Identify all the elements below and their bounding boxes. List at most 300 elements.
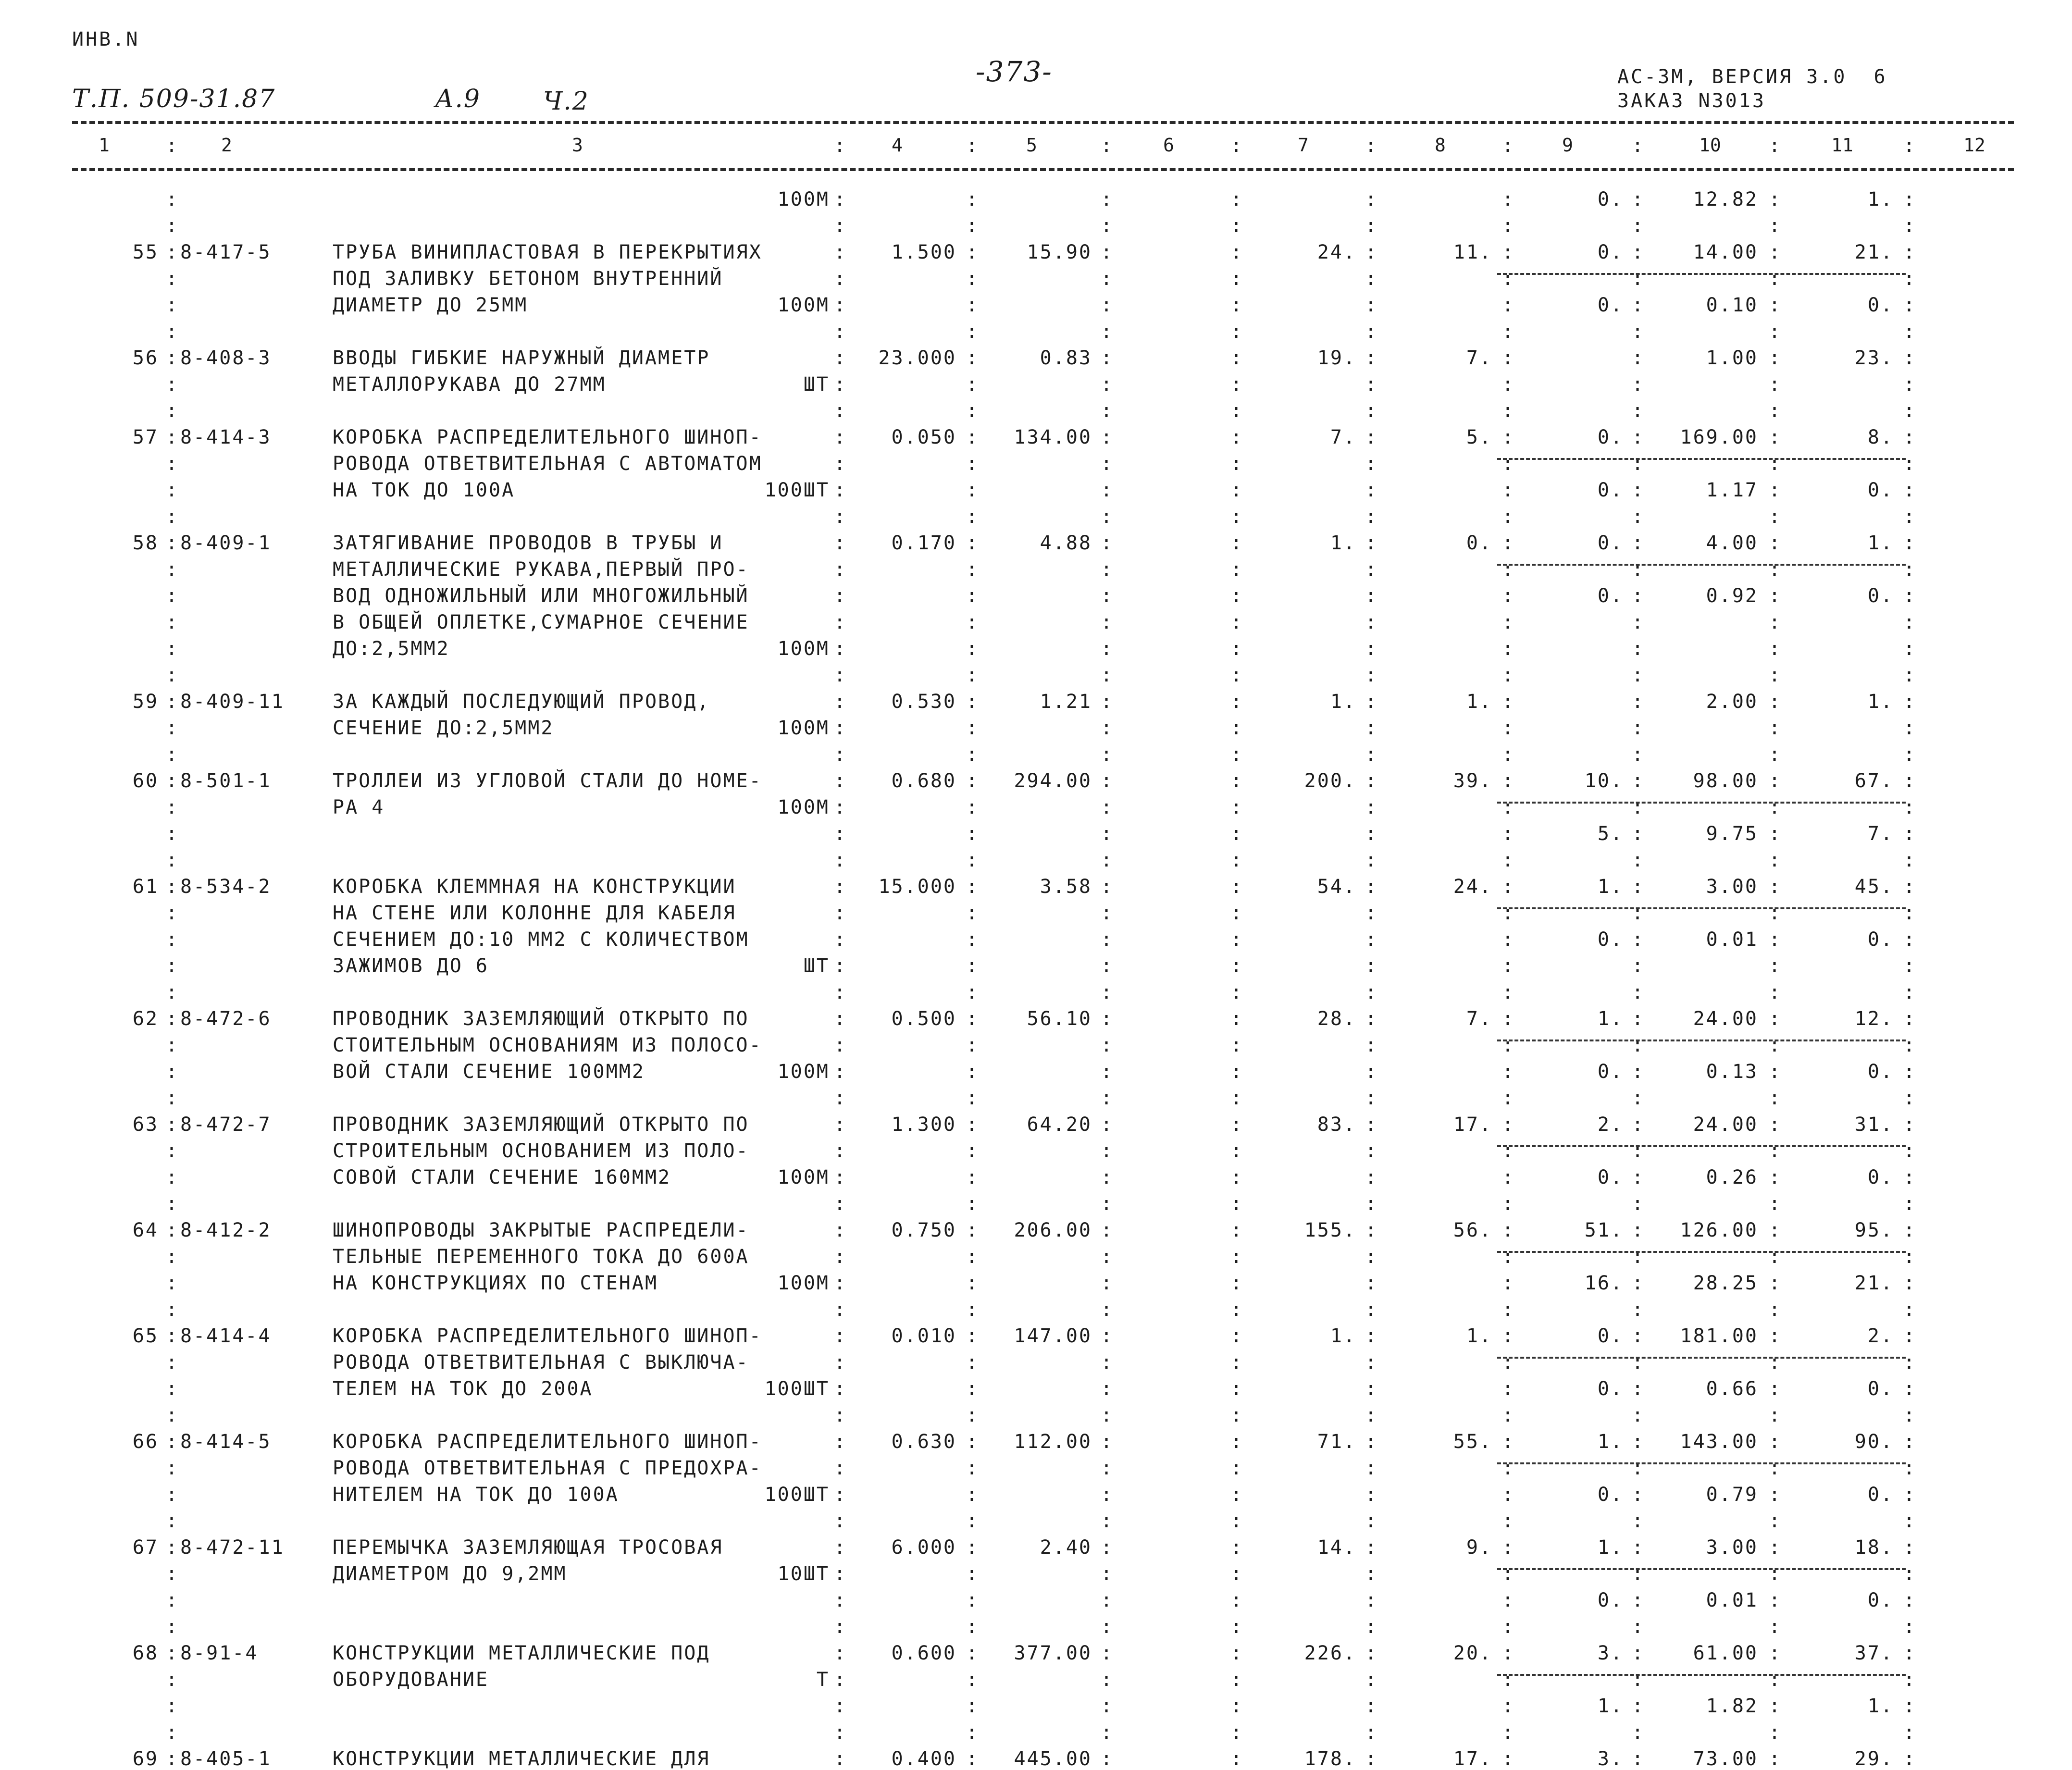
column-separator: : <box>1903 558 1915 581</box>
column-number: 4 <box>892 135 903 156</box>
column-separator: : <box>1769 717 1781 739</box>
work-description-line: В ОБЩЕЙ ОПЛЕТКЕ,СУМАРНОЕ СЕЧЕНИЕ <box>333 611 749 633</box>
column-separator: : <box>1502 1272 1514 1294</box>
column-separator: : <box>834 1140 846 1162</box>
work-description-line: КОРОБКА РАСПРЕДЕЛИТЕЛЬНОГО ШИНОП- <box>333 426 762 448</box>
column-separator: : <box>1769 902 1781 924</box>
column-separator: : <box>834 770 846 792</box>
column-separator: : <box>1502 558 1514 581</box>
column-separator: : <box>1903 400 1915 422</box>
work-description-line: РОВОДА ОТВЕТВИТЕЛЬНАЯ С АВТОМАТОМ <box>333 453 762 475</box>
column-separator: : <box>1101 1166 1113 1188</box>
column-separator: : <box>1365 1299 1377 1321</box>
subtotal-separator <box>1497 1462 1906 1464</box>
wages: 5. <box>1466 426 1492 448</box>
column-separator: : <box>1632 928 1644 951</box>
column-separator: : <box>1101 1061 1113 1083</box>
total-cost: 1. <box>1330 691 1356 713</box>
column-separator: : <box>1502 1299 1514 1321</box>
row-number: 61 <box>132 876 159 898</box>
column-separator: : <box>966 1721 978 1744</box>
column-separator: : <box>1632 1748 1644 1770</box>
column-separator: : <box>1230 426 1242 448</box>
column-separator: : <box>1101 1536 1113 1559</box>
column-separator: : <box>1230 1431 1242 1453</box>
column-separator: : <box>1903 1563 1915 1585</box>
quantity: 0.630 <box>891 1431 956 1453</box>
column-separator: : <box>1365 796 1377 818</box>
column-separator: : <box>166 1008 178 1030</box>
column-separator: : <box>1769 1589 1781 1611</box>
column-separator: : <box>1769 268 1781 290</box>
total-cost: 226. <box>1304 1642 1356 1664</box>
column-separator: : <box>1101 400 1113 422</box>
column-separator: : <box>1632 347 1644 369</box>
column-separator: : <box>166 188 178 210</box>
column-separator: : <box>1502 1721 1514 1744</box>
column-separator: : <box>966 876 978 898</box>
column-separator: : <box>1903 1325 1915 1347</box>
column-separator: : <box>1502 294 1514 316</box>
row-number: 56 <box>132 347 159 369</box>
column-separator: : <box>1632 691 1644 713</box>
inventory-label: ИНВ.N <box>72 28 140 50</box>
column-separator: : <box>1903 1721 1915 1744</box>
column-separator: : <box>1769 1219 1781 1241</box>
column-separator: : <box>166 1114 178 1136</box>
column-separator: : <box>1365 241 1377 263</box>
work-description-line: НА СТЕНЕ ИЛИ КОЛОННЕ ДЛЯ КАБЕЛЯ <box>333 902 736 924</box>
column-separator: : <box>1903 1536 1915 1559</box>
column-separator: : <box>1101 1246 1113 1268</box>
work-description-line: ЗАЖИМОВ ДО 6 <box>333 955 489 977</box>
column-separator: : <box>1101 1457 1113 1479</box>
rate-code: 8-409-1 <box>180 532 272 554</box>
column-separator: : <box>1365 902 1377 924</box>
total-cost: 178. <box>1304 1748 1356 1770</box>
unit-of-measure: 100ШТ <box>764 479 830 501</box>
column-separator: : <box>1101 1721 1113 1744</box>
header-rule-top <box>72 121 2014 124</box>
column-separator: : <box>1903 1404 1915 1426</box>
column-separator: : <box>1502 1484 1514 1506</box>
column-separator: : <box>834 347 846 369</box>
unit-price: 134.00 <box>1014 426 1092 448</box>
carryover-col9: 0. <box>1597 188 1624 210</box>
column-separator: : <box>1632 1219 1644 1241</box>
column-separator: : <box>1769 928 1781 951</box>
unit-price: 3.58 <box>1040 876 1092 898</box>
column-separator: : <box>1502 532 1514 554</box>
column-separator: : <box>1502 135 1514 157</box>
column-separator: : <box>1365 981 1377 1003</box>
column-separator: : <box>834 1325 846 1347</box>
column-separator: : <box>1101 611 1113 633</box>
work-description-line: РОВОДА ОТВЕТВИТЕЛЬНАЯ С ПРЕДОХРА- <box>333 1457 762 1479</box>
column-separator: : <box>1769 373 1781 396</box>
unit-price: 377.00 <box>1014 1642 1092 1664</box>
machine-cost: 10. <box>1584 770 1624 792</box>
rate-code: 8-472-11 <box>180 1536 285 1559</box>
column-separator: : <box>966 373 978 396</box>
total-cost: 19. <box>1317 347 1356 369</box>
machine-cost: 3. <box>1597 1748 1624 1770</box>
labor-total: 21. <box>1854 241 1894 263</box>
column-separator: : <box>1502 1431 1514 1453</box>
column-separator: : <box>834 1061 846 1083</box>
unit-price: 112.00 <box>1014 1431 1092 1453</box>
column-separator: : <box>1230 1087 1242 1109</box>
column-separator: : <box>1365 1219 1377 1241</box>
column-separator: : <box>1502 1669 1514 1691</box>
column-separator: : <box>1230 1299 1242 1321</box>
column-separator: : <box>1502 691 1514 713</box>
column-separator: : <box>1365 1536 1377 1559</box>
column-separator: : <box>1769 321 1781 343</box>
column-separator: : <box>1903 1087 1915 1109</box>
column-separator: : <box>166 373 178 396</box>
column-separator: : <box>1230 506 1242 528</box>
subtotal-separator <box>1497 802 1906 804</box>
column-separator: : <box>1101 770 1113 792</box>
column-separator: : <box>1230 1748 1242 1770</box>
column-separator: : <box>1632 1272 1644 1294</box>
column-separator: : <box>834 902 846 924</box>
column-separator: : <box>1365 876 1377 898</box>
machine-cost: 51. <box>1584 1219 1624 1241</box>
row-number: 59 <box>132 691 159 713</box>
column-separator: : <box>1365 1193 1377 1215</box>
header-rule-bottom <box>72 168 2014 171</box>
column-separator: : <box>1903 981 1915 1003</box>
column-separator: : <box>1903 1140 1915 1162</box>
column-separator: : <box>1230 1114 1242 1136</box>
column-separator: : <box>966 691 978 713</box>
column-separator: : <box>966 1695 978 1717</box>
machine-wages: 16. <box>1584 1272 1624 1294</box>
column-separator: : <box>166 691 178 713</box>
unit-price: 15.90 <box>1027 241 1092 263</box>
column-separator: : <box>166 1404 178 1426</box>
column-separator: : <box>166 1642 178 1664</box>
column-separator: : <box>1903 1034 1915 1056</box>
column-separator: : <box>966 585 978 607</box>
labor-rate: 98.00 <box>1693 770 1758 792</box>
column-separator: : <box>1230 1563 1242 1585</box>
column-separator: : <box>834 1563 846 1585</box>
column-separator: : <box>834 373 846 396</box>
column-separator: : <box>1903 453 1915 475</box>
column-separator: : <box>1769 1563 1781 1585</box>
column-separator: : <box>166 902 178 924</box>
column-separator: : <box>1101 1008 1113 1030</box>
column-separator: : <box>1365 1642 1377 1664</box>
column-separator: : <box>1365 770 1377 792</box>
rate-code: 8-414-4 <box>180 1325 272 1347</box>
column-separator: : <box>1502 664 1514 686</box>
total-cost: 83. <box>1317 1114 1356 1136</box>
column-separator: : <box>966 453 978 475</box>
work-description-line: ШИНОПРОВОДЫ ЗАКРЫТЫЕ РАСПРЕДЕЛИ- <box>333 1219 749 1241</box>
column-number: 9 <box>1562 135 1573 156</box>
column-separator: : <box>166 928 178 951</box>
unit-of-measure: 100М <box>777 717 830 739</box>
total-cost: 24. <box>1317 241 1356 263</box>
work-description-line: КОРОБКА РАСПРЕДЕЛИТЕЛЬНОГО ШИНОП- <box>333 1325 762 1347</box>
column-separator: : <box>1101 294 1113 316</box>
column-separator: : <box>1903 585 1915 607</box>
column-separator: : <box>1365 373 1377 396</box>
column-separator: : <box>1903 849 1915 871</box>
column-separator: : <box>1365 453 1377 475</box>
column-separator: : <box>834 426 846 448</box>
column-separator: : <box>1769 400 1781 422</box>
unit-price: 2.40 <box>1040 1536 1092 1559</box>
column-number: 1 <box>99 135 110 156</box>
column-separator: : <box>1769 849 1781 871</box>
column-separator: : <box>834 955 846 977</box>
column-separator: : <box>834 1721 846 1744</box>
column-separator: : <box>1502 1748 1514 1770</box>
row-number: 62 <box>132 1008 159 1030</box>
column-separator: : <box>966 664 978 686</box>
column-separator: : <box>1365 1563 1377 1585</box>
quantity: 1.500 <box>891 241 956 263</box>
column-separator: : <box>1230 664 1242 686</box>
column-separator: : <box>1769 135 1781 157</box>
column-separator: : <box>1769 1695 1781 1717</box>
column-separator: : <box>966 611 978 633</box>
column-separator: : <box>166 1695 178 1717</box>
machine-cost: 1. <box>1597 1008 1624 1030</box>
column-separator: : <box>1230 876 1242 898</box>
column-separator: : <box>966 1404 978 1426</box>
labor-rate: 3.00 <box>1706 1536 1758 1559</box>
column-separator: : <box>1502 1166 1514 1188</box>
column-separator: : <box>1101 796 1113 818</box>
column-separator: : <box>834 1087 846 1109</box>
column-separator: : <box>1502 1642 1514 1664</box>
column-separator: : <box>1230 1510 1242 1532</box>
column-separator: : <box>966 188 978 210</box>
labor-total: 67. <box>1854 770 1894 792</box>
album-number: А.9 <box>435 85 481 113</box>
column-separator: : <box>1502 585 1514 607</box>
column-separator: : <box>966 1193 978 1215</box>
wages: 9. <box>1466 1536 1492 1559</box>
column-separator: : <box>1632 453 1644 475</box>
column-separator: : <box>1903 876 1915 898</box>
rate-code: 8-409-11 <box>180 691 285 713</box>
column-separator: : <box>1101 1748 1113 1770</box>
column-separator: : <box>1632 1616 1644 1638</box>
column-separator: : <box>1632 373 1644 396</box>
column-separator: : <box>966 268 978 290</box>
column-separator: : <box>1769 664 1781 686</box>
column-separator: : <box>1502 955 1514 977</box>
total-cost: 1. <box>1330 1325 1356 1347</box>
document-reference: Т.П. 509-31.87 <box>72 85 276 113</box>
column-separator: : <box>166 1748 178 1770</box>
column-separator: : <box>166 532 178 554</box>
column-separator: : <box>966 400 978 422</box>
column-separator: : <box>1365 268 1377 290</box>
quantity: 0.170 <box>891 532 956 554</box>
column-separator: : <box>1903 1008 1915 1030</box>
labor-rate: 4.00 <box>1706 532 1758 554</box>
labor-total: 37. <box>1854 1642 1894 1664</box>
column-separator: : <box>1365 717 1377 739</box>
column-separator: : <box>1230 400 1242 422</box>
column-separator: : <box>834 1299 846 1321</box>
column-separator: : <box>1101 558 1113 581</box>
row-number: 66 <box>132 1431 159 1453</box>
column-separator: : <box>1769 1748 1781 1770</box>
rate-code: 8-414-3 <box>180 426 272 448</box>
work-description-line: НА КОНСТРУКЦИЯХ ПО СТЕНАМ <box>333 1272 658 1294</box>
column-separator: : <box>1230 135 1242 157</box>
column-separator: : <box>1502 1404 1514 1426</box>
column-separator: : <box>1502 241 1514 263</box>
column-separator: : <box>966 1748 978 1770</box>
column-separator: : <box>966 1431 978 1453</box>
column-separator: : <box>834 135 846 157</box>
column-separator: : <box>1769 188 1781 210</box>
machine-labor-total: 7. <box>1867 823 1894 845</box>
column-separator: : <box>1230 1219 1242 1241</box>
column-separator: : <box>1502 611 1514 633</box>
column-separator: : <box>1230 1721 1242 1744</box>
total-cost: 71. <box>1317 1431 1356 1453</box>
column-separator: : <box>834 1034 846 1056</box>
column-separator: : <box>1502 1008 1514 1030</box>
wages: 39. <box>1453 770 1492 792</box>
column-separator: : <box>1502 1246 1514 1268</box>
column-separator: : <box>834 1457 846 1479</box>
rate-code: 8-412-2 <box>180 1219 272 1241</box>
machine-cost: 0. <box>1597 426 1624 448</box>
column-separator: : <box>1632 1669 1644 1691</box>
column-separator: : <box>1101 1034 1113 1056</box>
column-separator: : <box>1632 1589 1644 1611</box>
column-separator: : <box>1632 1193 1644 1215</box>
column-separator: : <box>1769 638 1781 660</box>
column-separator: : <box>1365 1510 1377 1532</box>
column-separator: : <box>1502 1695 1514 1717</box>
machine-wages: 0. <box>1597 1589 1624 1611</box>
column-separator: : <box>1502 1114 1514 1136</box>
column-separator: : <box>1903 1589 1915 1611</box>
column-separator: : <box>966 1642 978 1664</box>
work-description-line: ДИАМЕТР ДО 25ММ <box>333 294 528 316</box>
column-separator: : <box>1101 1299 1113 1321</box>
column-separator: : <box>1230 1272 1242 1294</box>
column-separator: : <box>1903 1748 1915 1770</box>
labor-rate: 61.00 <box>1693 1642 1758 1664</box>
column-separator: : <box>1769 1642 1781 1664</box>
rate-code: 8-91-4 <box>180 1642 259 1664</box>
column-separator: : <box>1365 1378 1377 1400</box>
column-separator: : <box>834 1695 846 1717</box>
column-separator: : <box>166 638 178 660</box>
labor-total: 2. <box>1867 1325 1894 1347</box>
labor-total: 8. <box>1867 426 1894 448</box>
carryover-col10: 12.82 <box>1693 188 1758 210</box>
column-separator: : <box>834 585 846 607</box>
column-separator: : <box>166 1431 178 1453</box>
column-separator: : <box>166 400 178 422</box>
column-separator: : <box>1632 1299 1644 1321</box>
quantity: 0.680 <box>891 770 956 792</box>
column-separator: : <box>834 1748 846 1770</box>
column-separator: : <box>1632 268 1644 290</box>
column-separator: : <box>834 1536 846 1559</box>
column-separator: : <box>834 928 846 951</box>
total-cost: 155. <box>1304 1219 1356 1241</box>
unit-of-measure: 100М <box>777 796 830 818</box>
column-separator: : <box>1903 1457 1915 1479</box>
column-separator: : <box>1632 1563 1644 1585</box>
column-number: 6 <box>1163 135 1174 156</box>
machine-labor-rate: 0.13 <box>1706 1061 1758 1083</box>
column-separator: : <box>1632 532 1644 554</box>
wages: 0. <box>1466 532 1492 554</box>
labor-total: 31. <box>1854 1114 1894 1136</box>
machine-labor-total: 0. <box>1867 1166 1894 1188</box>
column-separator: : <box>1101 215 1113 237</box>
column-separator: : <box>1632 611 1644 633</box>
wages: 55. <box>1453 1431 1492 1453</box>
column-separator: : <box>166 506 178 528</box>
column-separator: : <box>1230 347 1242 369</box>
unit-price: 147.00 <box>1014 1325 1092 1347</box>
column-separator: : <box>1769 981 1781 1003</box>
order-number: ЗАКАЗ N3013 <box>1617 90 1766 112</box>
program-version: АС-3М, ВЕРСИЯ 3.0 6 <box>1617 66 1887 88</box>
column-separator: : <box>1502 400 1514 422</box>
column-separator: : <box>1769 506 1781 528</box>
column-separator: : <box>1903 1299 1915 1321</box>
machine-wages: 0. <box>1597 1166 1624 1188</box>
column-separator: : <box>1230 188 1242 210</box>
column-separator: : <box>1230 1457 1242 1479</box>
column-separator: : <box>1632 1404 1644 1426</box>
column-separator: : <box>834 1272 846 1294</box>
column-separator: : <box>1502 902 1514 924</box>
rate-code: 8-534-2 <box>180 876 272 898</box>
unit-price: 1.21 <box>1040 691 1092 713</box>
column-separator: : <box>1502 1563 1514 1585</box>
quantity: 0.530 <box>891 691 956 713</box>
column-separator: : <box>1502 426 1514 448</box>
column-separator: : <box>1230 823 1242 845</box>
column-separator: : <box>1365 1404 1377 1426</box>
work-description-line: ТЕЛЬНЫЕ ПЕРЕМЕННОГО ТОКА ДО 600А <box>333 1246 749 1268</box>
column-separator: : <box>166 1378 178 1400</box>
quantity: 1.300 <box>891 1114 956 1136</box>
column-separator: : <box>1101 1642 1113 1664</box>
column-separator: : <box>966 1351 978 1374</box>
column-separator: : <box>1230 1378 1242 1400</box>
machine-cost: 0. <box>1597 241 1624 263</box>
work-description-line: СТОИТЕЛЬНЫМ ОСНОВАНИЯМ ИЗ ПОЛОСО- <box>333 1034 762 1056</box>
column-separator: : <box>166 1034 178 1056</box>
total-cost: 200. <box>1304 770 1356 792</box>
column-separator: : <box>166 453 178 475</box>
column-separator: : <box>1365 638 1377 660</box>
machine-cost: 2. <box>1597 1114 1624 1136</box>
wages: 7. <box>1466 1008 1492 1030</box>
